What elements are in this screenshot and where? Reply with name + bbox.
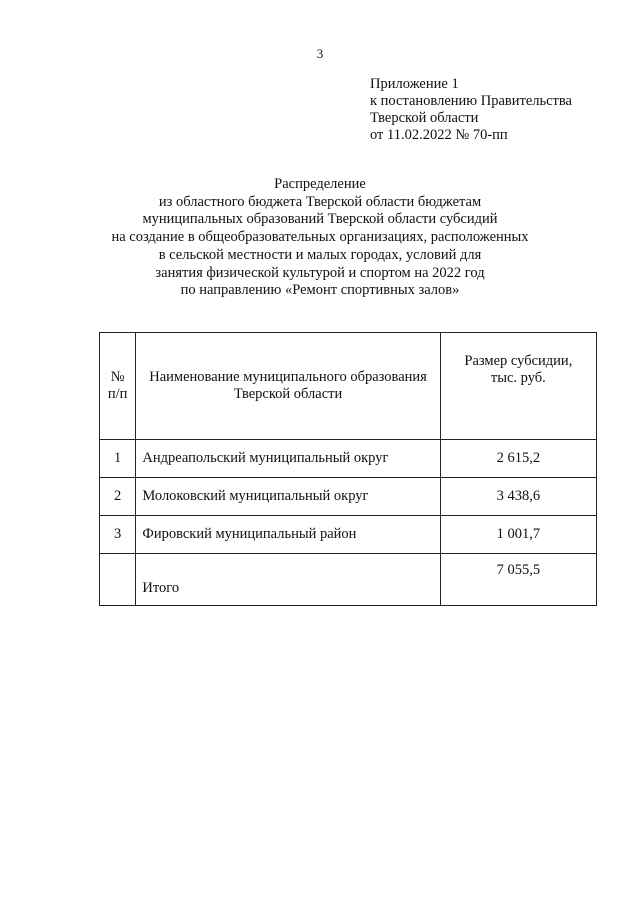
header-value-line2: тыс. руб. — [490, 370, 546, 386]
table-row — [100, 478, 597, 516]
header-name-cell — [136, 333, 440, 440]
appendix-line: от 11.02.2022 № 70-пп — [370, 127, 508, 143]
row-num: 2 — [100, 478, 136, 516]
row-num: 1 — [100, 440, 136, 478]
appendix-line: к постановлению Правительства — [370, 93, 572, 109]
total-label: Итого — [136, 554, 440, 606]
subsidy-table — [99, 332, 597, 606]
header-value-line1: Размер субсидии, — [464, 353, 573, 369]
title-line: по направлению «Ремонт спортивных залов» — [180, 282, 460, 299]
table-total-row — [100, 554, 597, 606]
row-name: Андреапольский муниципальный округ — [136, 440, 440, 478]
title-line: Распределение — [274, 176, 366, 192]
title-line: из областного бюджета Тверской области бюджетам — [158, 193, 482, 210]
title-line: в сельской местности и малых городах, условий для — [158, 246, 482, 263]
row-num: 3 — [100, 516, 136, 554]
row-name: Фировский муниципальный район — [136, 516, 440, 554]
header-num-cell — [100, 333, 136, 440]
row-value: 3 438,6 — [440, 478, 596, 516]
header-name-line1: Наименование муниципального образования — [149, 369, 427, 385]
header-value-cell — [440, 333, 596, 440]
appendix-line: Приложение 1 — [370, 76, 459, 92]
total-num-cell — [100, 554, 136, 606]
header-name-line2: Тверской области — [233, 386, 343, 402]
row-value: 1 001,7 — [440, 516, 596, 554]
appendix-line: Тверской области — [370, 110, 479, 126]
row-name: Молоковский муниципальный округ — [136, 478, 440, 516]
table-row — [100, 516, 597, 554]
table-header-row — [100, 333, 597, 440]
header-num-line2: п/п — [107, 386, 128, 402]
document-title — [0, 176, 640, 300]
title-line: муниципальных образований Тверской области субсидий — [142, 211, 498, 228]
page-number: 3 — [316, 46, 324, 61]
table-row — [100, 440, 597, 478]
title-line: на создание в общеобразовательных организациях, расположенных — [111, 229, 529, 246]
row-value: 2 615,2 — [440, 440, 596, 478]
appendix-block — [370, 76, 572, 144]
title-line: занятия физической культурой и спортом на 2022 год — [155, 264, 485, 281]
header-num-line1: № — [110, 369, 125, 385]
total-value: 7 055,5 — [440, 554, 596, 606]
